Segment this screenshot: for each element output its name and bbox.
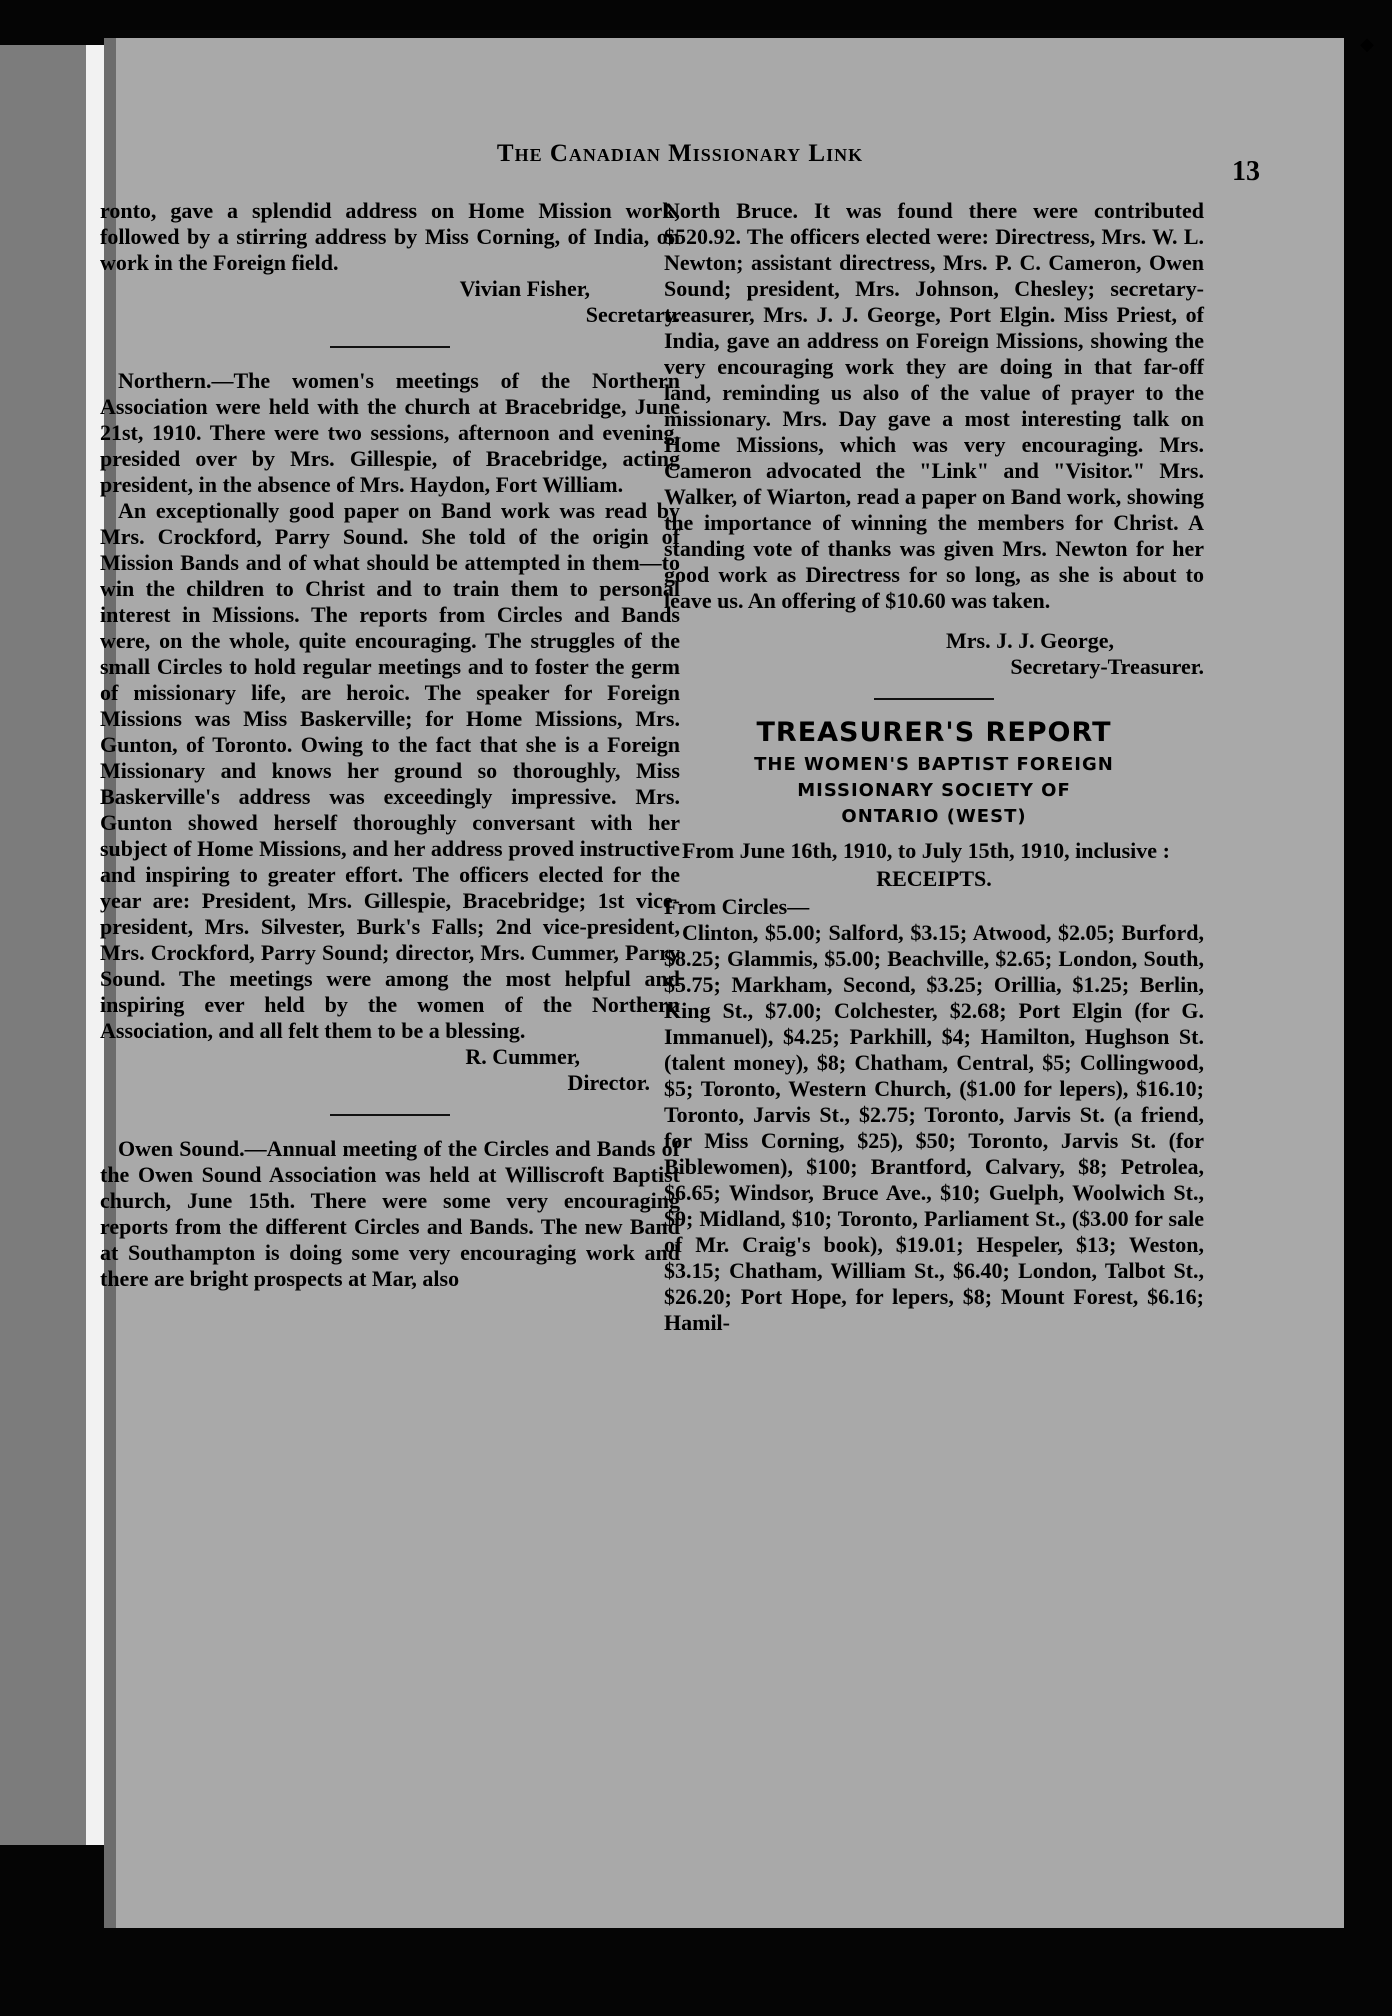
signature-title: Secretary-Treasurer. [1010, 654, 1204, 679]
left-column [100, 198, 680, 1292]
northern-signature [100, 1044, 680, 1096]
society-line: THE WOMEN'S BAPTIST FOREIGN [754, 754, 1114, 775]
treasurers-report-heading: TREASURER'S REPORT [756, 717, 1112, 748]
society-name [664, 752, 1204, 830]
signature-name: Mrs. J. J. George, [946, 628, 1114, 653]
report-period: From June 16th, 1910, to July 15th, 1910, inclusive : [682, 838, 1170, 863]
northern-paragraph-1: Northern.—The women's meetings of the Northern Association were held with the church at Bracebridge, June 21st, 1910. There were two sessions, afternoon and evening, presided over by Mrs. Gillespie, of Bracebridge, acting president, in the absence of Mrs. Haydon, Fort William. [100, 368, 680, 497]
receipts-heading: RECEIPTS. [876, 866, 992, 891]
section-divider [874, 698, 994, 700]
northern-paragraph-2: An exceptionally good paper on Band work was read by Mrs. Crockford, Parry Sound. She told of the origin of Mission Bands and of what should be attempted in them—to win the children to Christ and to train them to personal interest in Missions. The reports from Circles and Bands were, on the whole, quite encouraging. The struggles of the small Circles to hold regular meetings and to foster the germ of missionary life, are heroic. The speaker for Foreign Missions was Miss Baskerville; for Home Missions, Mrs. Gunton, of Toronto. Owing to the fact that she is a Foreign Missionary and knows her ground so thoroughly, Miss Baskerville's address was exceedingly impressive. Mrs. Gunton showed herself thoroughly conversant with her subject of Home Missions, and her address proved instructive and inspiring to greater effort. The officers elected for the year are: President, Mrs. Gillespie, Bracebridge; 1st vice-president, Mrs. Silvester, Burk's Falls; 2nd vice-president, Mrs. Crockford, Parry Sound; director, Mrs. Cummer, Parry Sound. The meetings were among the most helpful and inspiring ever held by the women of the Northern Association, and all felt them to be a blessing. [100, 498, 680, 1043]
from-circles-label: From Circles— [664, 894, 810, 919]
corner-mark-icon: ◆ [1360, 34, 1374, 55]
owen-sound-paragraph-2: North Bruce. It was found there were contributed $520.92. The officers elected were: Directress, Mrs. W. L. Newton; assistant directress, Mrs. P. C. Cameron, Owen Sound; president, Mrs. Johnson, Chesley; secretary-treasurer, Mrs. J. J. George, Port Elgin. Miss Priest, of India, gave an address on Foreign Missions, showing the very encouraging work they are doing in that far-off land, reminding us also of the value of prayer to the missionary. Mrs. Day gave a most interesting talk on Home Missions, which was very encouraging. Mrs. Cameron advocated the "Link" and "Visitor." Mrs. Walker, of Wiarton, read a paper on Band work, showing the importance of winning the members for Christ. A standing vote of thanks was given Mrs. Newton for her good work as Directress for so long, as she is about to leave us. An offering of $10.60 was taken. [664, 198, 1204, 613]
signature-name: Vivian Fisher, [459, 276, 590, 301]
section-divider [330, 346, 450, 348]
signature-name: R. Cummer, [465, 1044, 580, 1069]
society-line: MISSIONARY SOCIETY OF [797, 780, 1071, 801]
right-column [664, 198, 1204, 1336]
section-divider [330, 1114, 450, 1116]
signature-title: Director. [567, 1070, 650, 1095]
facing-page-strip [0, 45, 86, 1845]
page-number: 13 [1232, 156, 1260, 187]
running-title: The Canadian Missionary Link [496, 140, 864, 167]
owen-sound-signature [664, 628, 1204, 680]
continuation-paragraph: ronto, gave a splendid address on Home Mission work, followed by a stirring address by Miss Corning, of India, on work in the Foreign field. [100, 198, 680, 275]
owen-sound-paragraph-1: Owen Sound.—Annual meeting of the Circles and Bands of the Owen Sound Association was held at Williscroft Baptist church, June 15th. There were some very encouraging reports from the different Circles and Bands. The new Band at Southampton is doing some very encouraging work and there are bright prospects at Mar, also [100, 1136, 680, 1291]
continuation-signature [100, 276, 680, 328]
society-line: ONTARIO (WEST) [841, 806, 1027, 827]
circles-receipts-list: Clinton, $5.00; Salford, $3.15; Atwood, $2.05; Burford, $8.25; Glammis, $5.00; Beachville, $2.65; London, South, $5.75; Markham, Second, $3.25; Orillia, $1.25; Berlin, King St., $7.00; Colchester, $2.68; Port Elgin (for G. Immanuel), $4.25; Parkhill, $4; Hamilton, Hughson St. (talent money), $8; Chatham, Central, $5; Collingwood, $5; Toronto, Western Church, ($1.00 for lepers), $16.10; Toronto, Jarvis St., $2.75; Toronto, Jarvis St. (a friend, for Miss Corning, $25), $50; Toronto, Jarvis St. (for Biblewomen), $100; Brantford, Calvary, $8; Petrolea, $6.65; Windsor, Bruce Ave., $10; Guelph, Woolwich St., $9; Midland, $10; Toronto, Parliament St., ($3.00 for sale of Mr. Craig's book), $19.01; Hespeler, $13; Weston, $3.15; Chatham, William St., $6.40; London, Talbot St., $26.20; Port Hope, for lepers, $8; Mount Forest, $6.16; Hamil- [664, 920, 1204, 1335]
signature-title: Secretary. [585, 302, 680, 327]
